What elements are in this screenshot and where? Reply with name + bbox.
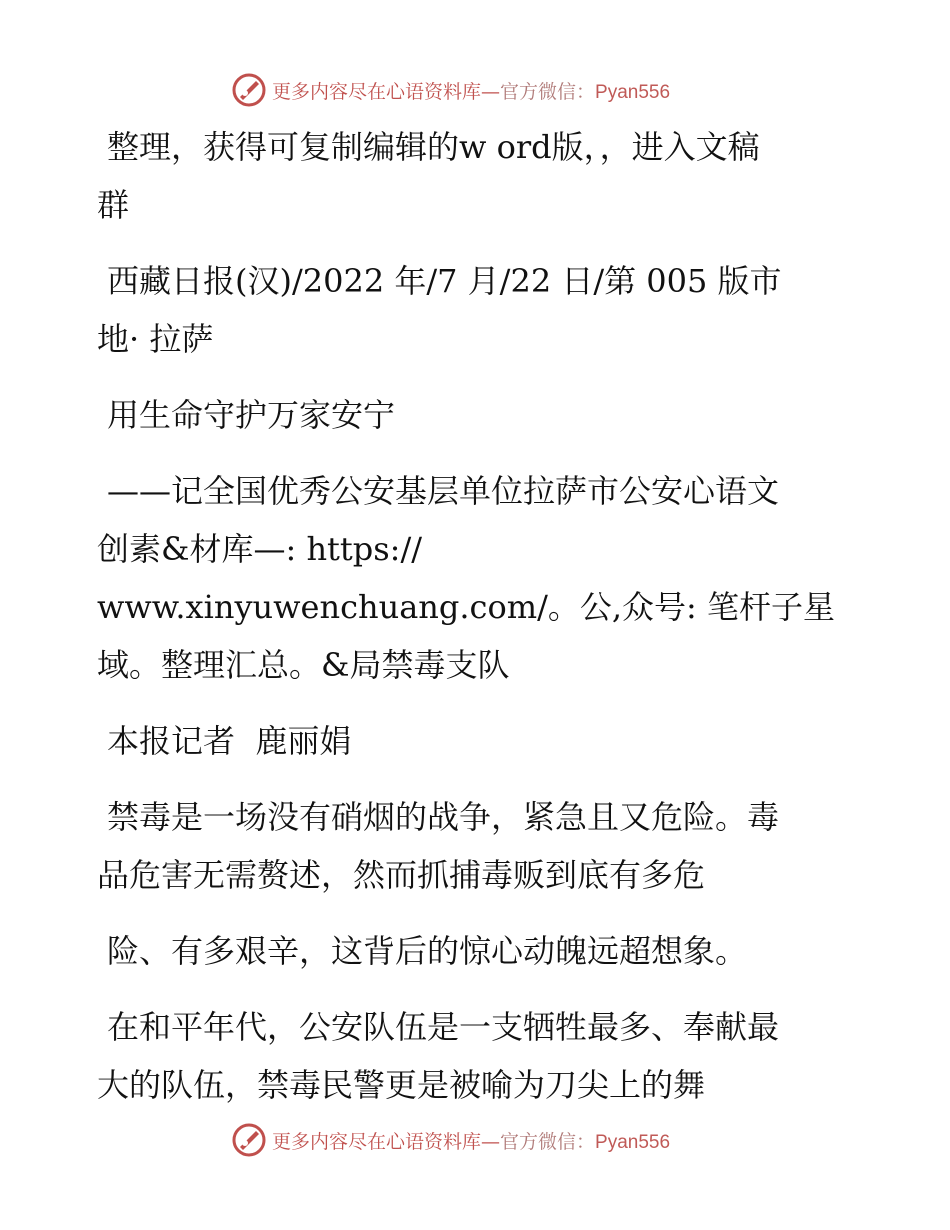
text-line: ——记全国优秀公安基层单位拉萨市公安心语文 [107, 472, 780, 510]
text-line: 用生命守护万家安宁 [107, 396, 396, 434]
paragraph [97, 712, 857, 770]
paragraph [97, 252, 857, 368]
brand-logo-icon [232, 73, 266, 107]
text-line: 创素&材库—: https:// [97, 530, 423, 568]
paragraph [97, 462, 857, 694]
paragraph [97, 118, 857, 234]
text-line: 禁毒是一场没有硝烟的战争，紧急且又危险。毒 [107, 798, 780, 836]
paragraph [97, 998, 857, 1114]
brand-logo-icon [232, 1123, 266, 1157]
text-line: 在和平年代，公安队伍是一支牺牲最多、奉献最 [107, 1008, 780, 1046]
banner-text: 更多内容尽在心语资料库—官方微信：Pyan556 [272, 1130, 671, 1153]
banner-text: 更多内容尽在心语资料库—官方微信：Pyan556 [272, 80, 671, 103]
paragraph [97, 386, 857, 444]
paragraph [97, 788, 857, 904]
text-line: www.xinyuwenchuang.com/。公,众号: 笔杆子星 [97, 588, 835, 626]
document-body [97, 118, 857, 1114]
footer-watermark-banner [232, 1122, 752, 1158]
paragraph [97, 922, 857, 980]
text-line: 品危害无需赘述，然而抓捕毒贩到底有多危 [97, 856, 706, 894]
text-line: 大的队伍，禁毒民警更是被喻为刀尖上的舞 [97, 1066, 706, 1104]
header-watermark-banner [232, 72, 752, 108]
text-line: 西藏日报(汉)/2022 年/7 月/22 日/第 005 版市 [107, 262, 782, 300]
text-line: 整理，获得可复制编辑的w ord版，，进入文稿 [107, 128, 760, 166]
text-line: 域。整理汇总。&局禁毒支队 [97, 646, 510, 684]
text-line: 群 [97, 186, 130, 224]
text-line: 本报记者 鹿丽娟 [107, 722, 352, 760]
text-line: 地· 拉萨 [97, 320, 214, 358]
text-line: 险、有多艰辛，这背后的惊心动魄远超想象。 [107, 932, 748, 970]
